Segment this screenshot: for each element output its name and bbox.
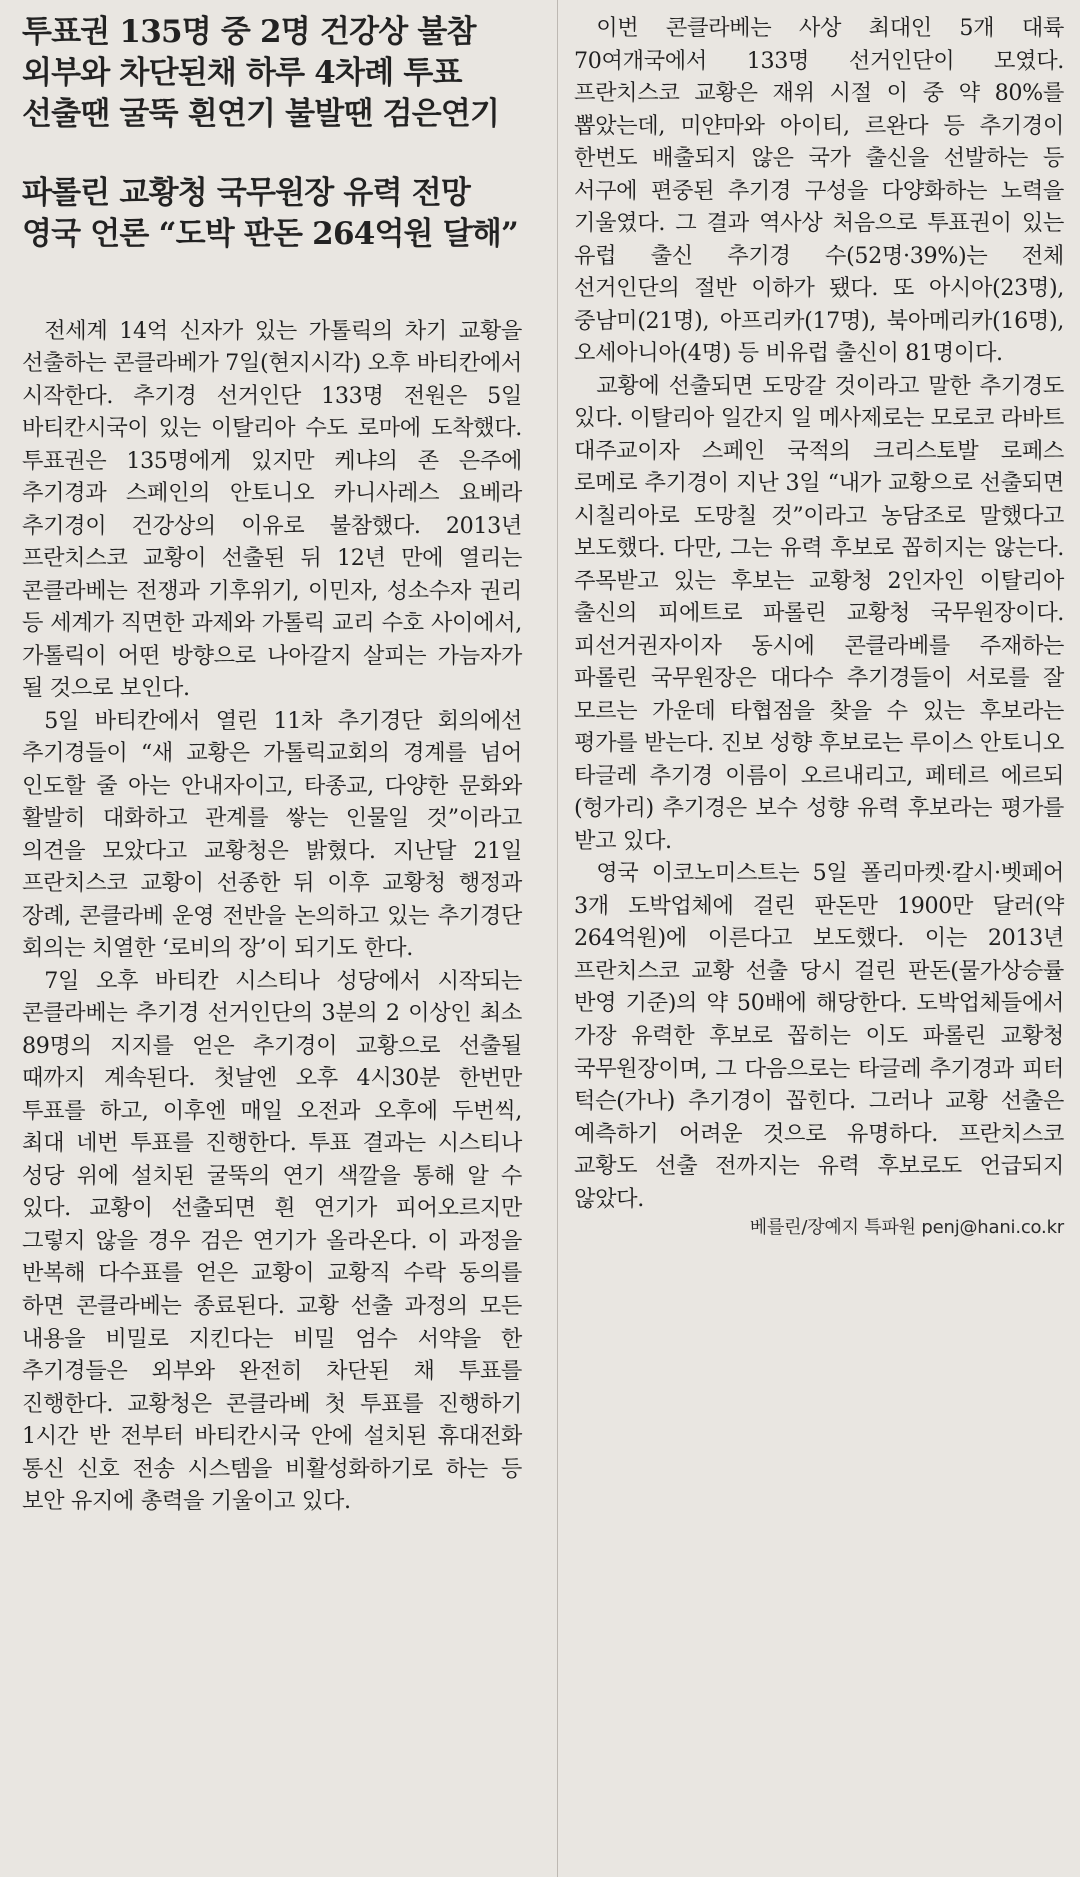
column-divider: [557, 0, 558, 1877]
article-paragraph: 교황에 선출되면 도망갈 것이라고 말한 추기경도 있다. 이탈리아 일간지 일 메사제로는 모로코 라바트 대주교이자 스페인 국적의 크리스토발 로페스 로메로 추기경이 지난 3일 “내가 교황으로 선출되면 시칠리아로 도망칠 것”이라고 농담조로 말했다고 보도했다. 다만, 그는 유력 후보로 꼽히지는 않는다. 주목받고 있는 후보는 교황청 2인자인 이탈리아 출신의 피에트로 파롤린 교황청 국무원장이다. 피선거권자이자 동시에 콘클라베를 주재하는 파롤린 국무원장은 대다수 추기경들이 서로를 잘 모르는 가운데 타협점을 찾을 수 있는 후보라는 평가를 받는다. 진보 성향 후보로는 루이스 안토니오 타글레 추기경 이름이 오르내리고, 페테르 에르되(헝가리) 추기경은 보수 성향 유력 후보라는 평가를 받고 있다.: [574, 372, 1064, 854]
main-headline-line: 외부와 차단된채 하루 4차례 투표: [22, 54, 462, 91]
main-headline-line: 선출땐 굴뚝 흰연기 불발땐 검은연기: [22, 95, 500, 132]
sub-headline-line: 파롤린 교황청 국무원장 유력 전망: [22, 174, 471, 211]
article-paragraph: 전세계 14억 신자가 있는 가톨릭의 차기 교황을 선출하는 콘클라베가 7일(현지시각) 오후 바티칸에서 시작한다. 추기경 선거인단 133명 전원은 5일 바티칸시국이 있는 이탈리아 수도 로마에 도착했다. 투표권은 135명에게 있지만 케냐의 존 은주에 추기경과 스페인의 안토니오 카니사레스 요베라 추기경이 건강상의 이유로 불참했다. 2013년 프란치스코 교황이 선출된 뒤 12년 만에 열리는 콘클라베는 전쟁과 기후위기, 이민자, 성소수자 권리 등 세계가 직면한 과제와 가톨릭 교리 수호 사이에서, 가톨릭이 어떤 방향으로 나아갈지 살피는 가늠자가 될 것으로 보인다.: [22, 317, 522, 702]
main-headline-line: 투표권 135명 중 2명 건강상 불참: [22, 14, 476, 50]
sub-headline: [22, 173, 522, 255]
main-headline: [22, 12, 522, 135]
article-paragraph: 이번 콘클라베는 사상 최대인 5개 대륙 70여개국에서 133명 선거인단이 모였다. 프란치스코 교황은 재위 시절 이 중 약 80%를 뽑았는데, 미얀마와 아이티, 르완다 등 추기경이 한번도 배출되지 않은 국가 출신을 선발하는 등 서구에 편중된 추기경 구성을 다양화하는 노력을 기울였다. 그 결과 역사상 처음으로 투표권이 있는 유럽 출신 추기경 수(52명·39%)는 전체 선거인단의 절반 이하가 됐다. 또 아시아(23명), 중남미(21명), 아프리카(17명), 북아메리카(16명), 오세아니아(4명) 등 비유럽 출신이 81명이다.: [574, 15, 1064, 367]
article-body-right: [574, 12, 1064, 1239]
left-column: [22, 12, 522, 1518]
article-paragraph: 영국 이코노미스트는 5일 폴리마켓·칼시·벳페어 3개 도박업체에 걸린 판돈만 1900만 달러(약 264억원)에 이른다고 보도했다. 이는 2013년 프란치스코 교황 선출 당시 걸린 판돈(물가상승률 반영 기준)의 약 50배에 해당한다. 도박업체들에서 가장 유력한 후보로 꼽히는 이도 파롤린 교황청 국무원장이며, 그 다음으로는 타글레 추기경과 피터 턱슨(가나) 추기경이 꼽힌다. 그러나 교황 선출은 예측하기 어려운 것으로 유명하다. 프란치스코 교황도 선출 전까지는 유력 후보로도 언급되지 않았다.: [574, 860, 1064, 1212]
article-body-left: [22, 315, 522, 1518]
byline: 베를린/장예지 특파원 penj@hani.co.kr: [749, 1217, 1064, 1239]
right-column: [574, 12, 1064, 1239]
article-paragraph: 5일 바티칸에서 열린 11차 추기경단 회의에선 추기경들이 “새 교황은 가톨릭교회의 경계를 넘어 인도할 줄 아는 안내자이고, 타종교, 다양한 문화와 활발히 대화하고 관계를 쌓는 인물일 것”이라고 의견을 모았다고 교황청은 밝혔다. 지난달 21일 프란치스코 교황이 선종한 뒤 이후 교황청 행정과 장례, 콘클라베 운영 전반을 논의하고 있는 추기경단 회의는 치열한 ‘로비의 장’이 되기도 한다.: [22, 707, 522, 962]
article-paragraph: [22, 965, 522, 1518]
sub-headline-line: 영국 언론 “도박 판돈 264억원 달해”: [22, 215, 519, 252]
paragraph-text: 7일 오후 바티칸 시스티나 성당에서 시작되는 콘클라베는 추기경 선거인단의 3분의 2 이상인 최소 89명의 지지를 얻은 추기경이 교황으로 선출될 때까지 계속된다. 첫날엔 오후 4시30분 한번만 투표를 하고, 이후엔 매일 오전과 오후에 두번씩, 최대 네번 투표를 진행한다. 투표 결과는 시스티나 성당 위에 설치된 굴뚝의 연기 색깔을 통해 알 수 있다. 교황이 선출되면 흰 연기가 피어오르지만 그렇지 않을 경우 검은 연기가 올라온다. 이 과정을 반복해 다수표를 얻은 교황이 교황직 수락 동의를 하면 콘클라베는 종료된다. 교황 선출 과정의 모든 내용을 비밀로 지킨다는 비밀 엄수 서약을 한 추기경들은 외부와 완전히 차단된 채 투표를 진행한다. 교황청은 콘클라베 첫 투표를 진행하기 1시간 반 전부터 바티칸시국 안에 설치된 휴대전화 통신 신호 전송 시스템을 비활성화하기로 하는 등 보안 유지에 총력을 기울이고 있다.: [22, 967, 522, 1515]
